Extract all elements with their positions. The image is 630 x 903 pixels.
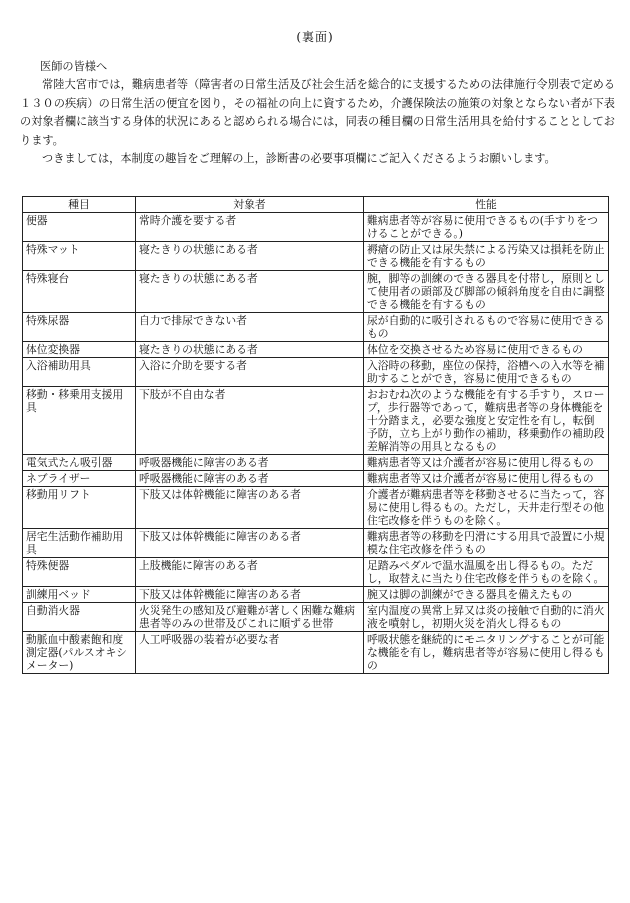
header-target: 対象者 xyxy=(136,197,364,213)
equipment-table xyxy=(22,196,609,674)
cell-spec: 尿が自動的に吸引されるもので容易に使用できるもの xyxy=(364,313,609,342)
cell-item: 訓練用ベッド xyxy=(23,587,136,603)
table-row xyxy=(23,487,609,529)
cell-spec: おおむね次のような機能を有する手すり，スロープ，歩行器等であって，難病患者等の身体機能を十分踏まえ，必要な強度と安定性を有し，転倒予防，立ち上がり動作の補助，移乗動作の補助段差解消等の用具となるもの xyxy=(364,387,609,455)
table-row xyxy=(23,271,609,313)
cell-spec: 呼吸状態を継続的にモニタリングすることが可能な機能を有し，難病患者等が容易に使用し得るもの xyxy=(364,632,609,674)
table-row xyxy=(23,603,609,632)
cell-spec: 難病患者等が容易に使用できるもの(手すりをつけることができる。) xyxy=(364,213,609,242)
cell-target: 寝たきりの状態にある者 xyxy=(136,271,364,313)
table-row xyxy=(23,558,609,587)
cell-item: 特殊マット xyxy=(23,242,136,271)
cell-target: 下肢又は体幹機能に障害のある者 xyxy=(136,487,364,529)
intro-section xyxy=(20,58,615,168)
cell-spec: 足踏みペダルで温水温風を出し得るもの。ただし，取替えに当たり住宅改修を伴うものを除く。 xyxy=(364,558,609,587)
cell-item: 入浴補助用具 xyxy=(23,358,136,387)
table-row xyxy=(23,342,609,358)
cell-target: 人工呼吸器の装着が必要な者 xyxy=(136,632,364,674)
table-row xyxy=(23,387,609,455)
cell-spec: 入浴時の移動，座位の保持，浴槽への入水等を補助することができ，容易に使用できるもの xyxy=(364,358,609,387)
cell-spec: 介護者が難病患者等を移動させるに当たって，容易に使用し得るもの。ただし，天井走行型その他住宅改修を伴うものを除く。 xyxy=(364,487,609,529)
cell-target: 下肢が不自由な者 xyxy=(136,387,364,455)
cell-item: 居宅生活動作補助用具 xyxy=(23,529,136,558)
cell-target: 呼吸器機能に障害のある者 xyxy=(136,455,364,471)
cell-spec: 腕又は脚の訓練ができる器具を備えたもの xyxy=(364,587,609,603)
cell-item: 移動・移乗用支援用具 xyxy=(23,387,136,455)
intro-paragraph-2: つきましては，本制度の趣旨をご理解の上，診断書の必要事項欄にご記入くださるようお願いします。 xyxy=(42,152,556,166)
cell-item: 特殊尿器 xyxy=(23,313,136,342)
cell-spec: 室内温度の異常上昇又は炎の接触で自動的に消火液を噴射し，初期火災を消火し得るもの xyxy=(364,603,609,632)
table-row xyxy=(23,313,609,342)
cell-spec: 体位を交換させるため容易に使用できるもの xyxy=(364,342,609,358)
cell-target: 火災発生の感知及び避難が著しく困難な難病患者等のみの世帯及びこれに順ずる世帯 xyxy=(136,603,364,632)
table-row xyxy=(23,587,609,603)
cell-target: 常時介護を要する者 xyxy=(136,213,364,242)
cell-spec: 難病患者等又は介護者が容易に使用し得るもの xyxy=(364,471,609,487)
cell-item: 便器 xyxy=(23,213,136,242)
cell-item: 体位変換器 xyxy=(23,342,136,358)
table-row xyxy=(23,471,609,487)
cell-item: 移動用リフト xyxy=(23,487,136,529)
cell-spec: 褥瘡の防止又は尿失禁による汚染又は損耗を防止できる機能を有するもの xyxy=(364,242,609,271)
cell-item: 特殊便器 xyxy=(23,558,136,587)
header-spec: 性能 xyxy=(364,197,609,213)
cell-item: 自動消火器 xyxy=(23,603,136,632)
cell-target: 下肢又は体幹機能に障害のある者 xyxy=(136,529,364,558)
cell-target: 入浴に介助を要する者 xyxy=(136,358,364,387)
cell-item: 電気式たん吸引器 xyxy=(23,455,136,471)
cell-target: 上肢機能に障害のある者 xyxy=(136,558,364,587)
cell-spec: 難病患者等の移動を円滑にする用具で設置に小規模な住宅改修を伴うもの xyxy=(364,529,609,558)
cell-target: 下肢又は体幹機能に障害のある者 xyxy=(136,587,364,603)
table-row xyxy=(23,529,609,558)
table-row xyxy=(23,632,609,674)
cell-spec: 難病患者等又は介護者が容易に使用し得るもの xyxy=(364,455,609,471)
cell-target: 呼吸器機能に障害のある者 xyxy=(136,471,364,487)
page-heading: (裏面) xyxy=(296,30,334,44)
cell-item: 特殊寝台 xyxy=(23,271,136,313)
table-row xyxy=(23,455,609,471)
cell-spec: 腕，脚等の訓練のできる器具を付帯し，原則として使用者の頭部及び脚部の傾斜角度を自由に調整できる機能を有するもの xyxy=(364,271,609,313)
intro-paragraph-1: 常陸大宮市では，難病患者等（障害者の日常生活及び社会生活を総合的に支援するための法律施行令別表で定める１３０の疾病）の日常生活の便宜を図り，その福祉の向上に資するため，介護保険法の施策の対象とならない者が下表の対象者欄に該当する身体的状況にあると認められる場合には，同表の種目欄の日常生活用具を給付することとしております。 xyxy=(20,78,615,147)
salutation: 医師の皆様へ xyxy=(40,60,108,73)
cell-item: 動脈血中酸素飽和度測定器(パルスオキシメーター) xyxy=(23,632,136,674)
cell-item: ネブライザー xyxy=(23,471,136,487)
cell-target: 寝たきりの状態にある者 xyxy=(136,342,364,358)
header-item: 種目 xyxy=(23,197,136,213)
table-header-row xyxy=(23,197,609,213)
cell-target: 自力で排尿できない者 xyxy=(136,313,364,342)
table-row xyxy=(23,358,609,387)
cell-target: 寝たきりの状態にある者 xyxy=(136,242,364,271)
table-row xyxy=(23,242,609,271)
table-row xyxy=(23,213,609,242)
